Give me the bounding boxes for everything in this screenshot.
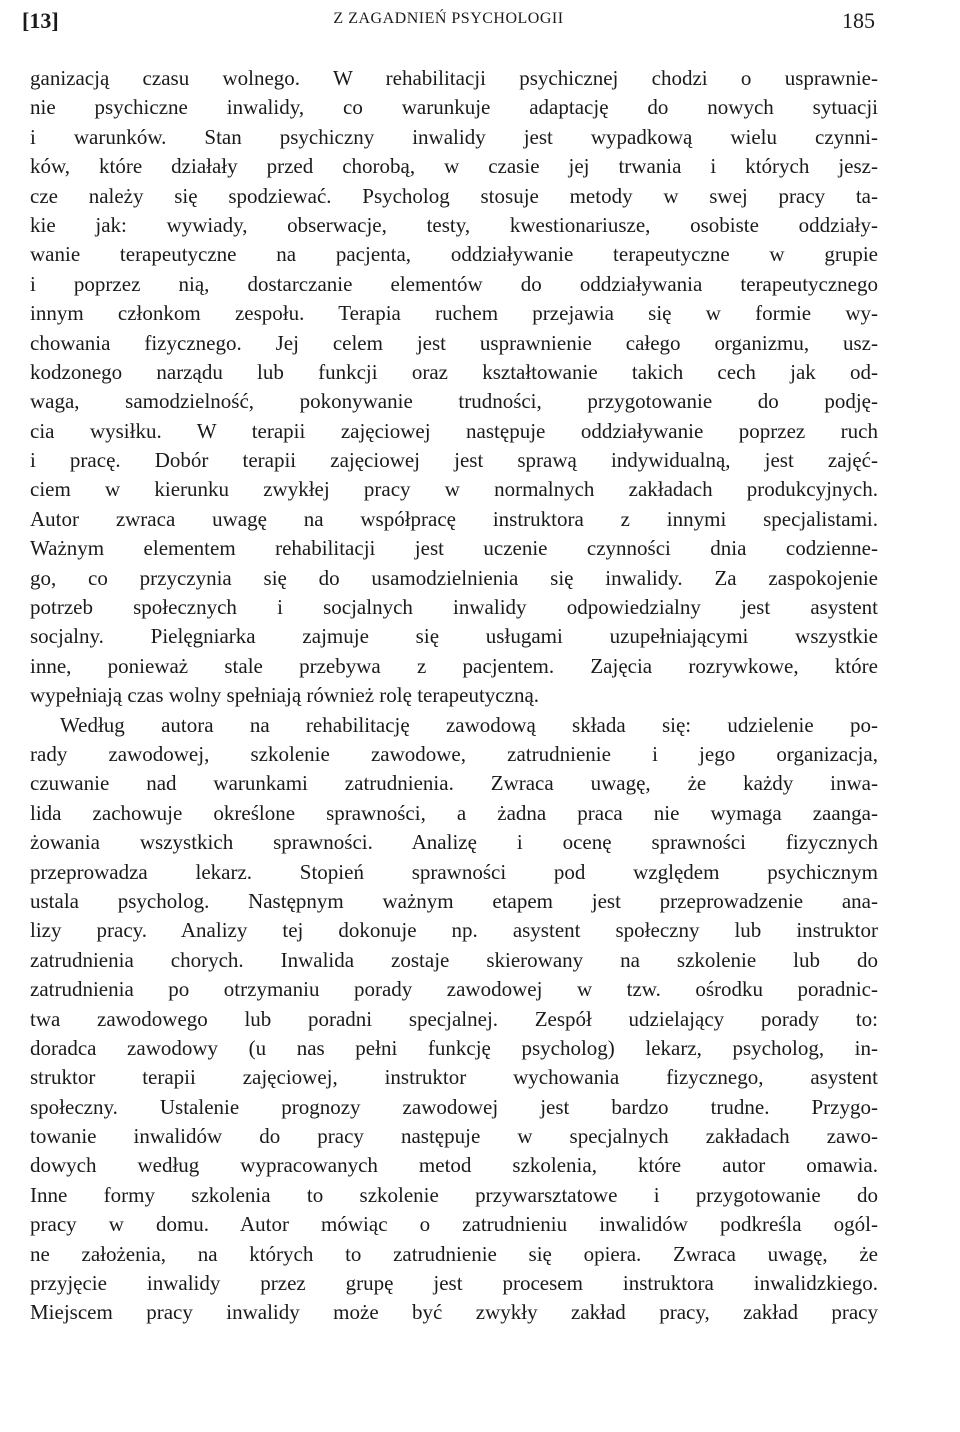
text-line: lizy pracy. Analizy tej dokonuje np. asystent społeczny lub instruktor: [30, 918, 878, 943]
text-line: dowych według wypracowanych metod szkolenia, które autor omawia.: [30, 1153, 878, 1178]
text-line: społeczny. Ustalenie prognozy zawodowej jest bardzo trudne. Przygo-: [30, 1094, 878, 1119]
text-line: Inne formy szkolenia to szkolenie przywarsztatowe i przygotowanie do: [30, 1182, 878, 1207]
text-line: przyjęcie inwalidy przez grupę jest procesem instruktora inwalidzkiego.: [30, 1271, 878, 1296]
text-line: Autor zwraca uwagę na współpracę instruktora z innymi specjalistami.: [30, 506, 878, 531]
text-line: ganizacją czasu wolnego. W rehabilitacji psychicznej chodzi o usprawnie-: [30, 66, 878, 90]
text-line: i warunków. Stan psychiczny inwalidy jest wypadkową wielu czynni-: [30, 124, 878, 149]
text-line: doradca zawodowy (u nas pełni funkcję psycholog) lekarz, psycholog, in-: [30, 1035, 878, 1060]
text-line: Według autora na rehabilitację zawodową składa się: udzielenie po-: [60, 712, 878, 737]
text-line: cze należy się spodziewać. Psycholog stosuje metody w swej pracy ta-: [30, 183, 878, 208]
text-line: inne, ponieważ stale przebywa z pacjentem. Zajęcia rozrywkowe, które: [30, 653, 878, 678]
text-line: i poprzez nią, dostarczanie elementów do oddziaływania terapeutycznego: [30, 271, 878, 296]
text-line: nie psychiczne inwalidy, co warunkuje adaptację do nowych sytuacji: [30, 95, 878, 120]
text-line: ków, które działały przed chorobą, w czasie jej trwania i których jesz-: [30, 154, 878, 179]
text-line: przeprowadza lekarz. Stopień sprawności pod względem psychicznym: [30, 859, 878, 884]
text-line: kie jak: wywiady, obserwacje, testy, kwestionariusze, osobiste oddziały-: [30, 212, 878, 237]
text-line: i pracę. Dobór terapii zajęciowej jest sprawą indywidualną, jest zajęć-: [30, 448, 878, 473]
body-text: [30, 64, 878, 1328]
text-line: twa zawodowego lub poradni specjalnej. Zespół udzielający porady to:: [30, 1006, 878, 1031]
page-number: 185: [842, 8, 875, 33]
text-line: chowania fizycznego. Jej celem jest usprawnienie całego organizmu, usz-: [30, 330, 878, 355]
section-number: [13]: [22, 8, 59, 33]
text-line: kodzonego narządu lub funkcji oraz kształtowanie takich cech jak od-: [30, 359, 878, 384]
text-line: wypełniają czas wolny spełniają również rolę terapeutyczną.: [30, 683, 540, 708]
text-line: czuwanie nad warunkami zatrudnienia. Zwraca uwagę, że każdy inwa-: [30, 771, 878, 796]
text-line: Ważnym elementem rehabilitacji jest uczenie czynności dnia codzienne-: [30, 536, 878, 561]
text-line: pracy w domu. Autor mówiąc o zatrudnieniu inwalidów podkreśla ogól-: [30, 1212, 878, 1237]
text-line: waga, samodzielność, pokonywanie trudności, przygotowanie do podję-: [30, 389, 878, 414]
text-line: innym członkom zespołu. Terapia ruchem przejawia się w formie wy-: [30, 301, 878, 326]
text-line: rady zawodowej, szkolenie zawodowe, zatrudnienie i jego organizacja,: [30, 741, 878, 766]
text-line: ne założenia, na których to zatrudnienie się opiera. Zwraca uwagę, że: [30, 1241, 878, 1266]
text-line: potrzeb społecznych i socjalnych inwalidy odpowiedzialny jest asystent: [30, 595, 878, 620]
text-line: socjalny. Pielęgniarka zajmuje się usługami uzupełniającymi wszystkie: [30, 624, 878, 649]
page-header: [22, 8, 875, 38]
text-line: go, co przyczynia się do usamodzielnienia się inwalidy. Za zaspokojenie: [30, 565, 878, 590]
text-line: ciem w kierunku zwykłej pracy w normalnych zakładach produkcyjnych.: [30, 477, 878, 502]
text-line: zatrudnienia po otrzymaniu porady zawodowej w tzw. ośrodku poradnic-: [30, 977, 878, 1002]
text-line: struktor terapii zajęciowej, instruktor wychowania fizycznego, asystent: [30, 1065, 878, 1090]
text-line: wanie terapeutyczne na pacjenta, oddziaływanie terapeutyczne w grupie: [30, 242, 878, 267]
text-line: cia wysiłku. W terapii zajęciowej następuje oddziaływanie poprzez ruch: [30, 418, 878, 443]
text-line: żowania wszystkich sprawności. Analizę i ocenę sprawności fizycznych: [30, 830, 878, 855]
text-line: towanie inwalidów do pracy następuje w specjalnych zakładach zawo-: [30, 1124, 878, 1149]
text-line: Miejscem pracy inwalidy może być zwykły zakład pracy, zakład pracy: [30, 1300, 878, 1325]
text-line: lida zachowuje określone sprawności, a żadna praca nie wymaga zaanga-: [30, 800, 878, 825]
running-title: Z ZAGADNIEŃ PSYCHOLOGII: [333, 10, 564, 27]
text-line: ustala psycholog. Następnym ważnym etapem jest przeprowadzenie ana-: [30, 888, 878, 913]
text-line: zatrudnienia chorych. Inwalida zostaje skierowany na szkolenie lub do: [30, 947, 878, 972]
